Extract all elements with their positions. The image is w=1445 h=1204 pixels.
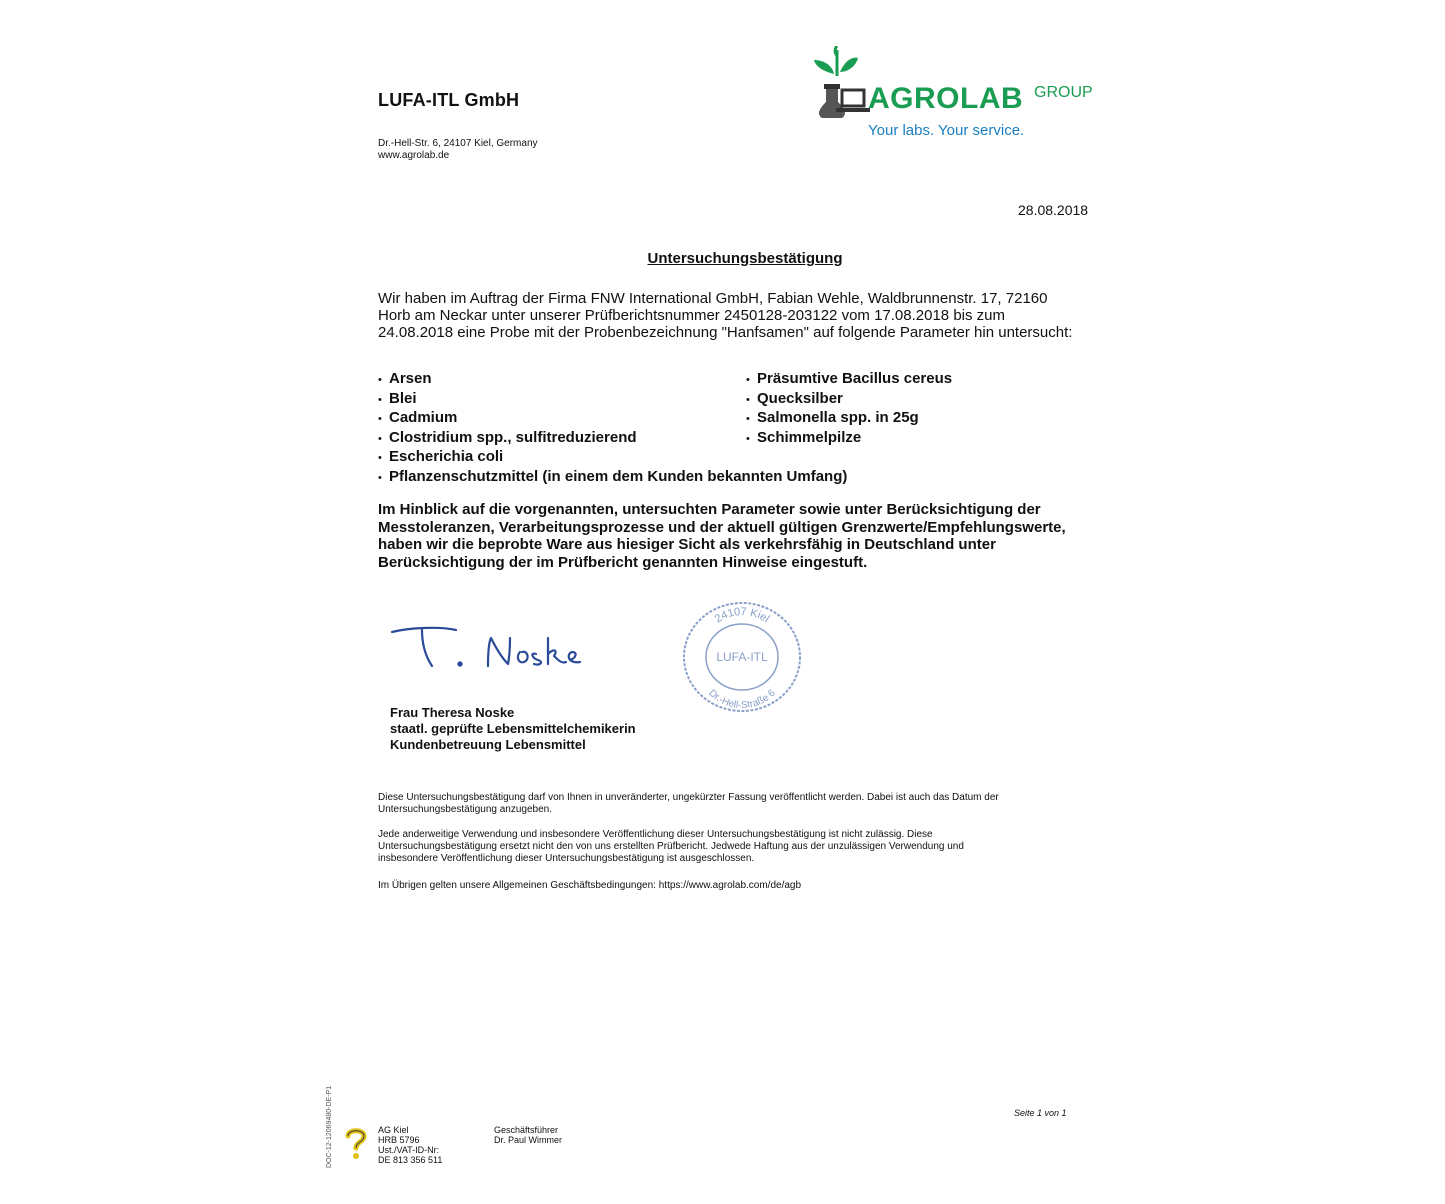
parameter-label: Cadmium [389,409,458,427]
document-title: Untersuchungsbestätigung [647,250,843,267]
fineprint-line: Untersuchungsbestätigung ersetzt nicht den von uns erstellten Prüfbericht. Jedwede Haftung aus der unzulässigen Verwendung und [378,841,964,852]
bullet: • [378,432,382,445]
signature-drawing [388,618,598,678]
bullet: • [378,413,382,426]
logo-brand [868,82,1023,116]
fineprint-line: Untersuchungsbestätigung anzugeben. [378,804,553,815]
bullet: • [378,374,382,386]
intro-line: Wir haben im Auftrag der Firma FNW International GmbH, Fabian Wehle, Waldbrunnenstr. 17, 72160 [378,290,1048,307]
parameter-label: Pflanzenschutzmittel (in einem dem Kunden bekannten Umfang) [389,467,848,485]
fineprint-2 [378,829,1098,865]
bullet: • [746,393,750,406]
svg-text:LUFA-ITL: LUFA-ITL [716,650,768,664]
court-line: AG Kiel [378,1125,409,1135]
bullet: • [746,374,750,386]
signer-name: Frau Theresa Noske [390,705,515,720]
fineprint-line: Im Übrigen gelten unsere Allgemeinen Geschäftsbedingungen: https://www.agrolab.com/de/agb [378,880,802,891]
management [494,1125,562,1145]
logo-group: GROUP [1034,84,1093,101]
conclusion-line: Berücksichtigung der im Prüfbericht genannten Hinweise eingestuft. [378,553,868,571]
conclusion-line: haben wir die beprobte Ware aus hiesiger Sicht als verkehrsfähig in Deutschland unter [378,536,996,553]
fineprint-3 [378,880,1098,892]
parameter-label: Quecksilber [757,389,843,407]
fineprint-line: insbesondere Veröffentlichung dieser Untersuchungsbestätigung ist ausgeschlossen. [378,853,755,864]
list-item [746,390,952,410]
parameter-label: Salmonella spp. in 25g [757,409,919,427]
parameter-list-right [746,370,952,448]
signer-department: Kundenbetreuung Lebensmittel [390,737,586,752]
logo-tagline: Your labs. Your service. [868,122,1025,139]
court-line: DE 813 356 511 [378,1155,443,1165]
document-date: 28.08.2018 [1018,202,1089,218]
signature [388,618,598,678]
document-code: DOC-12-12069480-DE-P1 [326,1085,333,1168]
intro-paragraph [378,290,1108,341]
parameter-label: Schimmelpilze [757,428,862,446]
management-label: Geschäftsführer [494,1125,559,1135]
address-line: Dr.-Hell-Str. 6, 24107 Kiel, Germany [378,138,538,149]
parameter-label: Arsen [389,370,432,387]
bullet: • [378,452,382,465]
question-mark-icon [343,1126,369,1160]
bullet: • [378,393,382,406]
company-stamp [680,600,804,714]
agrolab-logo [812,46,1112,146]
bullet: • [378,471,382,484]
parameter-label: Blei [389,389,417,407]
website-text: www.agrolab.de [378,150,450,161]
list-item [378,448,847,468]
parameter-label: Präsumtive Bacillus cereus [757,370,953,387]
signer-role: staatl. geprüfte Lebensmittelchemikerin [390,721,636,736]
conclusion-line: Messtoleranzen, Verarbeitungsprozesse und der aktuell gültigen Grenzwerte/Empfehlungswerte, [378,518,1066,536]
page-number: Seite 1 von 1 [1014,1108,1067,1118]
bullet: • [746,432,750,445]
parameter-label: Clostridium spp., sulfitreduzierend [389,428,637,446]
company-name: LUFA-ITL GmbH [378,90,520,110]
management-name: Dr. Paul Wimmer [494,1135,563,1145]
signer-block [390,705,636,753]
intro-line: 24.08.2018 eine Probe mit der Probenbezeichnung "Hanfsamen" auf folgende Parameter hin untersucht: [378,324,1073,341]
company-address [378,138,538,162]
list-item [378,468,847,488]
conclusion-paragraph [378,501,1098,571]
court-registration [378,1125,442,1165]
fineprint-line: Jede anderweitige Verwendung und insbesondere Veröffentlichung dieser Untersuchungsbestätigung ist nicht zulässig. Diese [378,829,933,840]
fineprint-line: Diese Untersuchungsbestätigung darf von Ihnen in unveränderter, ungekürzter Fassung veröffentlicht werden. Dabei ist auch das Datum der [378,792,999,803]
list-item [746,409,952,429]
court-line: Ust./VAT-ID-Nr: [378,1145,440,1155]
logo-brand-text: AGROLAB [868,82,1024,115]
intro-line: Horb am Neckar unter unserer Prüfberichtsnummer 2450128-203122 vom 17.08.2018 bis zum [378,307,1005,324]
svg-text:24107 Kiel: 24107 Kiel [712,605,772,626]
court-line: HRB 5796 [378,1135,420,1145]
stamp-drawing [680,600,804,714]
conclusion-line: Im Hinblick auf die vorgenannten, untersuchten Parameter sowie unter Berücksichtigung der [378,501,1041,518]
bullet: • [746,413,750,426]
svg-text:Dr.-Hell-Straße 6: Dr.-Hell-Straße 6 [706,687,778,712]
fineprint-1 [378,792,1098,816]
list-item [746,429,952,449]
list-item [746,370,952,390]
parameter-label: Escherichia coli [389,448,504,466]
